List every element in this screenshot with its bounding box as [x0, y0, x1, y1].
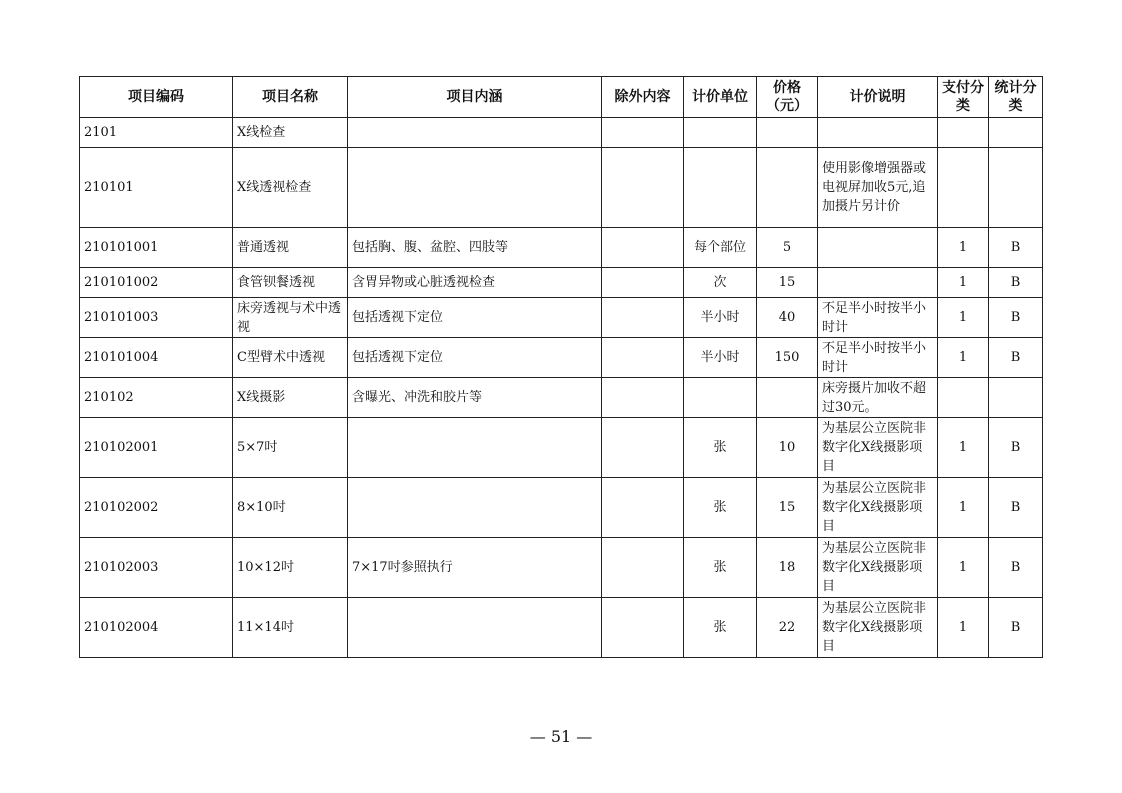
cell-exclusion [602, 478, 684, 538]
cell-name: X线摄影 [233, 378, 348, 418]
cell-exclusion [602, 598, 684, 658]
cell-name: C型臂术中透视 [233, 338, 348, 378]
cell-payment [938, 118, 989, 148]
cell-price: 15 [757, 268, 818, 298]
header-price: 价格（元） [757, 77, 818, 118]
table-row [80, 378, 1043, 418]
cell-exclusion [602, 338, 684, 378]
cell-code: 2101 [80, 118, 233, 148]
header-code: 项目编码 [80, 77, 233, 118]
cell-note: 床旁摄片加收不超过30元。 [818, 378, 938, 418]
table-row [80, 538, 1043, 598]
cell-exclusion [602, 118, 684, 148]
cell-content: 含曝光、冲洗和胶片等 [348, 378, 602, 418]
cell-payment: 1 [938, 478, 989, 538]
header-stat: 统计分类 [989, 77, 1043, 118]
cell-exclusion [602, 418, 684, 478]
cell-content [348, 148, 602, 228]
table-body [80, 118, 1043, 658]
header-name: 项目名称 [233, 77, 348, 118]
cell-unit [684, 148, 757, 228]
cell-unit: 张 [684, 418, 757, 478]
header-note: 计价说明 [818, 77, 938, 118]
table-row [80, 298, 1043, 338]
cell-code: 210102 [80, 378, 233, 418]
cell-name: X线透视检查 [233, 148, 348, 228]
cell-exclusion [602, 268, 684, 298]
cell-price: 18 [757, 538, 818, 598]
cell-stat: B [989, 538, 1043, 598]
cell-payment [938, 378, 989, 418]
cell-stat [989, 118, 1043, 148]
header-exclusion: 除外内容 [602, 77, 684, 118]
cell-note [818, 118, 938, 148]
cell-price: 15 [757, 478, 818, 538]
cell-price [757, 378, 818, 418]
cell-note [818, 268, 938, 298]
header-unit: 计价单位 [684, 77, 757, 118]
cell-price [757, 148, 818, 228]
cell-payment: 1 [938, 338, 989, 378]
cell-code: 210102001 [80, 418, 233, 478]
cell-code: 210102004 [80, 598, 233, 658]
table-row [80, 268, 1043, 298]
cell-stat: B [989, 598, 1043, 658]
cell-code: 210102002 [80, 478, 233, 538]
table-row [80, 338, 1043, 378]
cell-price: 40 [757, 298, 818, 338]
cell-unit [684, 378, 757, 418]
cell-payment: 1 [938, 228, 989, 268]
header-payment: 支付分类 [938, 77, 989, 118]
table-row [80, 228, 1043, 268]
cell-payment: 1 [938, 268, 989, 298]
cell-unit: 次 [684, 268, 757, 298]
cell-name: 10×12吋 [233, 538, 348, 598]
cell-content [348, 598, 602, 658]
cell-stat: B [989, 338, 1043, 378]
cell-exclusion [602, 538, 684, 598]
cell-payment [938, 148, 989, 228]
cell-stat: B [989, 478, 1043, 538]
cell-stat [989, 148, 1043, 228]
cell-stat [989, 378, 1043, 418]
cell-unit: 张 [684, 538, 757, 598]
cell-note [818, 228, 938, 268]
cell-note: 不足半小时按半小时计 [818, 298, 938, 338]
cell-content [348, 118, 602, 148]
cell-name: 食管钡餐透视 [233, 268, 348, 298]
cell-code: 210101004 [80, 338, 233, 378]
header-content: 项目内涵 [348, 77, 602, 118]
cell-code: 210101002 [80, 268, 233, 298]
cell-price: 10 [757, 418, 818, 478]
cell-note: 为基层公立医院非数字化X线摄影项目 [818, 418, 938, 478]
cell-content: 包括胸、腹、盆腔、四肢等 [348, 228, 602, 268]
cell-name: 8×10吋 [233, 478, 348, 538]
cell-note: 使用影像增强器或电视屏加收5元,追加摄片另计价 [818, 148, 938, 228]
cell-unit: 每个部位 [684, 228, 757, 268]
table-header-row [80, 77, 1043, 118]
cell-stat: B [989, 298, 1043, 338]
cell-note: 不足半小时按半小时计 [818, 338, 938, 378]
table-row [80, 118, 1043, 148]
cell-code: 210101 [80, 148, 233, 228]
cell-note: 为基层公立医院非数字化X线摄影项目 [818, 478, 938, 538]
cell-name: 5×7吋 [233, 418, 348, 478]
cell-price: 5 [757, 228, 818, 268]
cell-price: 22 [757, 598, 818, 658]
table-row [80, 418, 1043, 478]
cell-price: 150 [757, 338, 818, 378]
cell-content: 包括透视下定位 [348, 338, 602, 378]
cell-payment: 1 [938, 418, 989, 478]
cell-name: 11×14吋 [233, 598, 348, 658]
cell-content: 含胃异物或心脏透视检查 [348, 268, 602, 298]
cell-stat: B [989, 228, 1043, 268]
cell-unit: 张 [684, 598, 757, 658]
cell-unit: 半小时 [684, 298, 757, 338]
table-row [80, 478, 1043, 538]
cell-code: 210101003 [80, 298, 233, 338]
cell-unit: 张 [684, 478, 757, 538]
cell-exclusion [602, 298, 684, 338]
cell-unit: 半小时 [684, 338, 757, 378]
cell-code: 210102003 [80, 538, 233, 598]
cell-content [348, 418, 602, 478]
cell-name: 普通透视 [233, 228, 348, 268]
cell-note: 为基层公立医院非数字化X线摄影项目 [818, 538, 938, 598]
cell-stat: B [989, 418, 1043, 478]
cell-name: 床旁透视与术中透视 [233, 298, 348, 338]
table-row [80, 148, 1043, 228]
cell-payment: 1 [938, 598, 989, 658]
cell-exclusion [602, 148, 684, 228]
page-number: — 51 — [529, 727, 593, 746]
cell-exclusion [602, 228, 684, 268]
cell-payment: 1 [938, 538, 989, 598]
cell-content: 7×17吋参照执行 [348, 538, 602, 598]
table-row [80, 598, 1043, 658]
cell-name: X线检查 [233, 118, 348, 148]
cell-note: 为基层公立医院非数字化X线摄影项目 [818, 598, 938, 658]
cell-exclusion [602, 378, 684, 418]
cell-content: 包括透视下定位 [348, 298, 602, 338]
cell-code: 210101001 [80, 228, 233, 268]
cell-price [757, 118, 818, 148]
cell-payment: 1 [938, 298, 989, 338]
fee-schedule-table [79, 76, 1043, 658]
cell-stat: B [989, 268, 1043, 298]
cell-unit [684, 118, 757, 148]
cell-content [348, 478, 602, 538]
